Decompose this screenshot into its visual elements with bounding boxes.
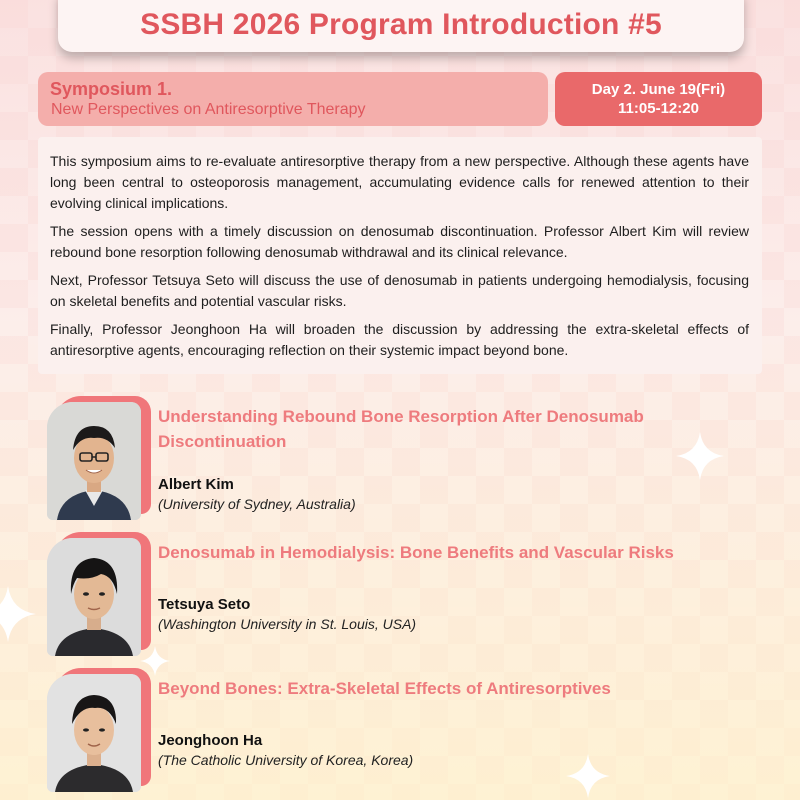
speaker-photo-frame	[46, 534, 150, 656]
speaker-photo	[47, 538, 141, 656]
speaker-affiliation: (The Catholic University of Korea, Korea)	[158, 752, 414, 768]
speaker-card-jeonghoon-ha	[46, 670, 746, 792]
sparkle-icon	[566, 754, 610, 798]
symposium-label: Symposium 1.	[50, 79, 173, 99]
description-paragraph: This symposium aims to re-evaluate antiresorptive therapy from a new perspective. Although these agents have long been central to osteoporosis management, accumulating evidence calls for renewed attention to their evolving clinical implications.	[50, 153, 749, 211]
description-panel	[38, 137, 762, 374]
sparkle-icon	[140, 646, 170, 676]
speaker-name: Albert Kim	[158, 476, 234, 493]
page-title: SSBH 2026 Program Introduction #5	[140, 8, 662, 41]
talk-title: Beyond Bones: Extra-Skeletal Effects of Antiresorptives	[158, 679, 611, 698]
description-paragraph: Finally, Professor Jeonghoon Ha will broaden the discussion by addressing the extra-skeletal effects of antiresorptive agents, encouraging reflection on their systemic impact beyond bone.	[50, 321, 749, 358]
schedule-day: Day 2. June 19(Fri)	[591, 81, 726, 98]
speaker-name: Tetsuya Seto	[158, 596, 251, 613]
schedule-badge	[555, 72, 762, 126]
symposium-header	[38, 72, 548, 126]
speaker-card-tetsuya-seto	[46, 534, 746, 656]
title-banner	[58, 0, 744, 52]
speaker-photo	[47, 402, 141, 520]
talk-title: Denosumab in Hemodialysis: Bone Benefits and Vascular Risks	[158, 543, 674, 562]
speaker-affiliation: (University of Sydney, Australia)	[158, 496, 356, 512]
talk-title: Understanding Rebound Bone Resorption After Denosumab Discontinuation	[158, 407, 644, 451]
speaker-photo-frame	[46, 670, 150, 792]
description-paragraph: The session opens with a timely discussion on denosumab discontinuation. Professor Albert Kim will review rebound bone resorption following denosumab withdrawal and its clinical relevance.	[50, 223, 749, 260]
speaker-name: Jeonghoon Ha	[158, 732, 263, 749]
speaker-photo	[47, 674, 141, 792]
sparkle-icon	[0, 586, 36, 642]
speaker-card-albert-kim	[46, 398, 746, 520]
sparkle-icon	[676, 432, 724, 480]
speaker-photo-frame	[46, 398, 150, 520]
description-paragraph: Next, Professor Tetsuya Seto will discuss the use of denosumab in patients undergoing hemodialysis, focusing on skeletal benefits and potential vascular risks.	[50, 272, 749, 309]
schedule-time: 11:05-12:20	[618, 100, 699, 117]
speaker-affiliation: (Washington University in St. Louis, USA)	[158, 616, 417, 632]
symposium-subtitle: New Perspectives on Antiresorptive Therapy	[51, 101, 366, 118]
